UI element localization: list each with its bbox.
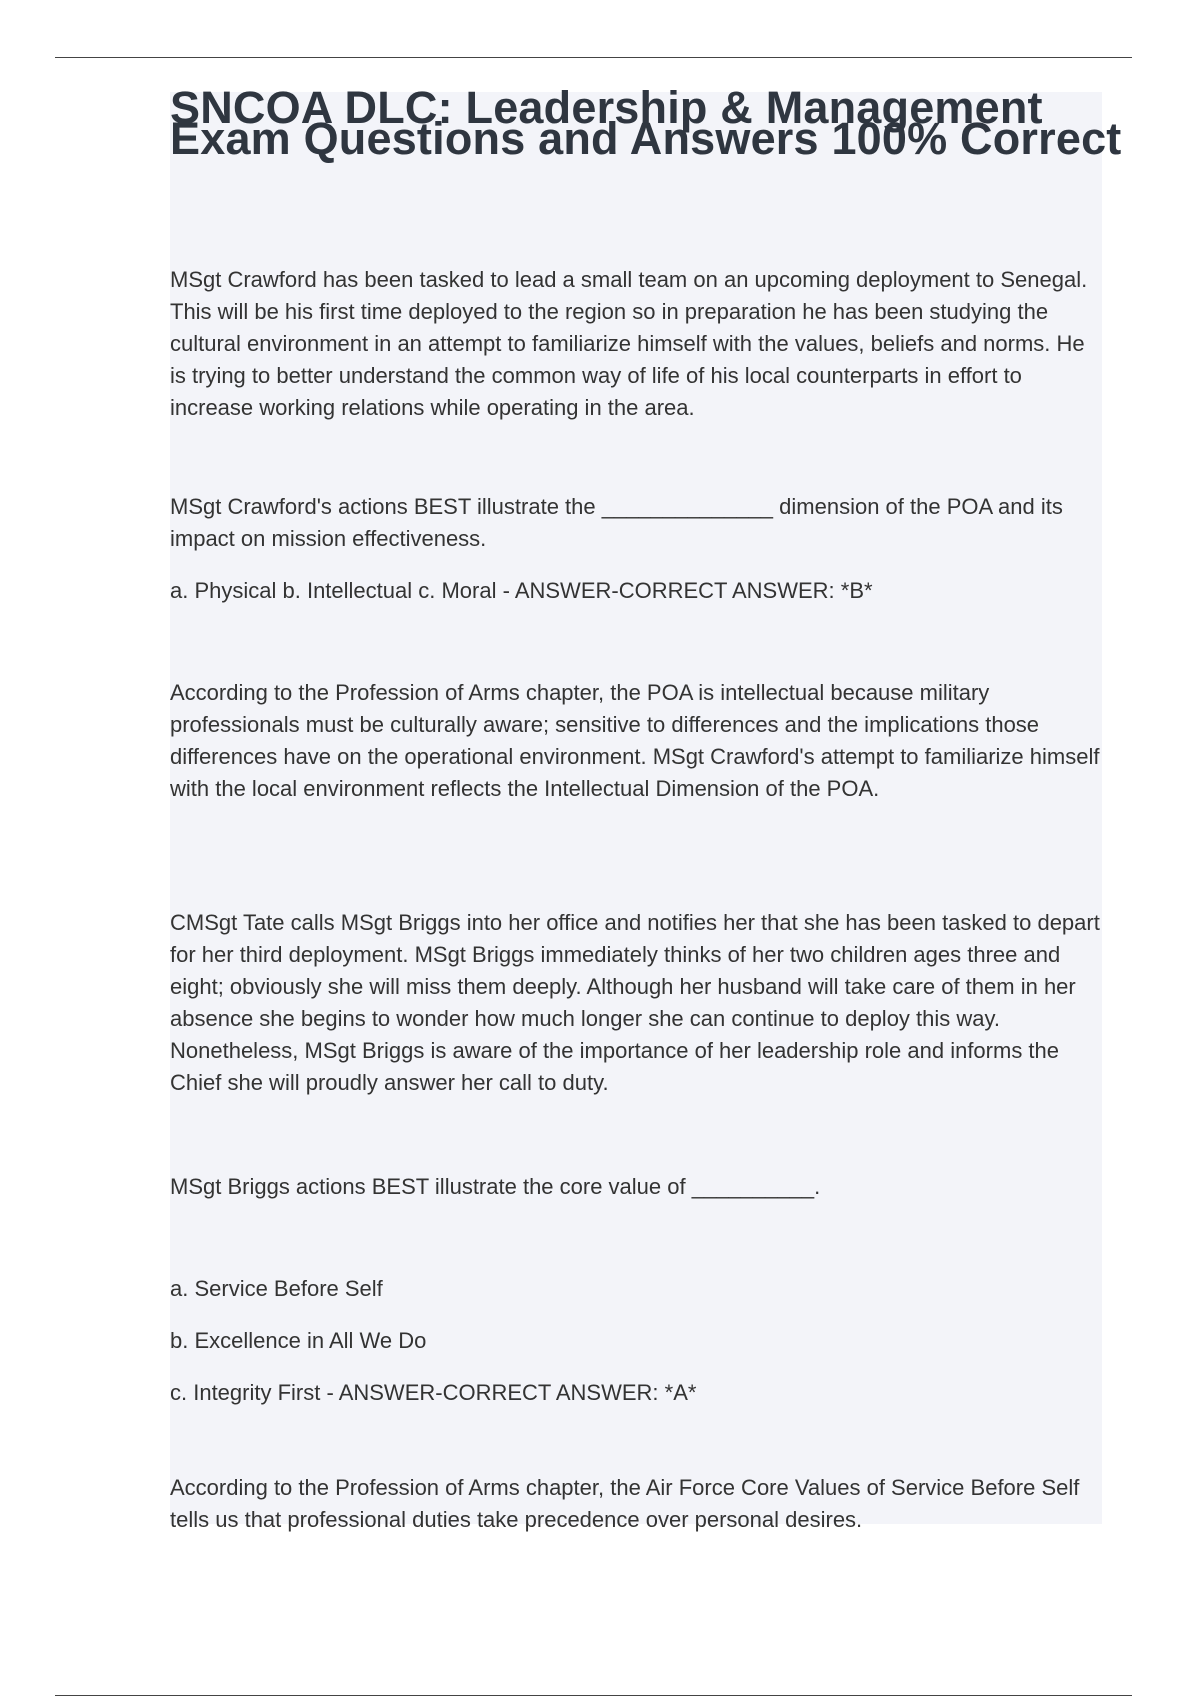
- question-2-prompt: MSgt Briggs actions BEST illustrate the core value of __________.: [170, 1174, 821, 1199]
- question-1-rationale: According to the Profession of Arms chapter, the POA is intellectual because military professionals must be culturally aware; sensitive to differences and the implications those differences have on the operational environment. MSgt Crawford's attempt to familiarize himself with the local environment reflects the Intellectual Dimension of the POA.: [170, 680, 1100, 801]
- question-1-prompt: MSgt Crawford's actions BEST illustrate the ______________ dimension of the POA and its impact on mission effectiveness.: [170, 494, 1063, 551]
- question-2-scenario: CMSgt Tate calls MSgt Briggs into her office and notifies her that she has been tasked to depart for her third deployment. MSgt Briggs immediately thinks of her two children ages three and eight; obviously she will miss them deeply. Although her husband will take care of them in her absence she begins to wonder how much longer she can continue to deploy this way. Nonetheless, MSgt Briggs is aware of the importance of her leadership role and informs the Chief she will proudly answer her call to duty.: [170, 910, 1100, 1095]
- question-2-option-a: a. Service Before Self: [170, 1276, 383, 1301]
- document-title: SNCOA DLC: Leadership & Management Exam Questions and Answers 100% Correct: [170, 82, 1122, 164]
- question-1-scenario: MSgt Crawford has been tasked to lead a small team on an upcoming deployment to Senegal. This will be his first time deployed to the region so in preparation he has been studying the cultural environment in an attempt to familiarize himself with the values, beliefs and norms. He is trying to better understand the common way of life of his local counterparts in effort to increase working relations while operating in the area.: [170, 267, 1088, 420]
- question-2-option-c: c. Integrity First - ANSWER-CORRECT ANSWER: *A*: [170, 1380, 697, 1405]
- question-1-options: a. Physical b. Intellectual c. Moral - ANSWER-CORRECT ANSWER: *B*: [170, 578, 873, 603]
- bottom-rule: [55, 1695, 1132, 1696]
- document-body: [170, 82, 1122, 1532]
- question-2-option-b: b. Excellence in All We Do: [170, 1328, 427, 1353]
- top-rule: [55, 57, 1132, 58]
- question-2-rationale: According to the Profession of Arms chapter, the Air Force Core Values of Service Before Self tells us that professional duties take precedence over personal desires.: [170, 1475, 1080, 1532]
